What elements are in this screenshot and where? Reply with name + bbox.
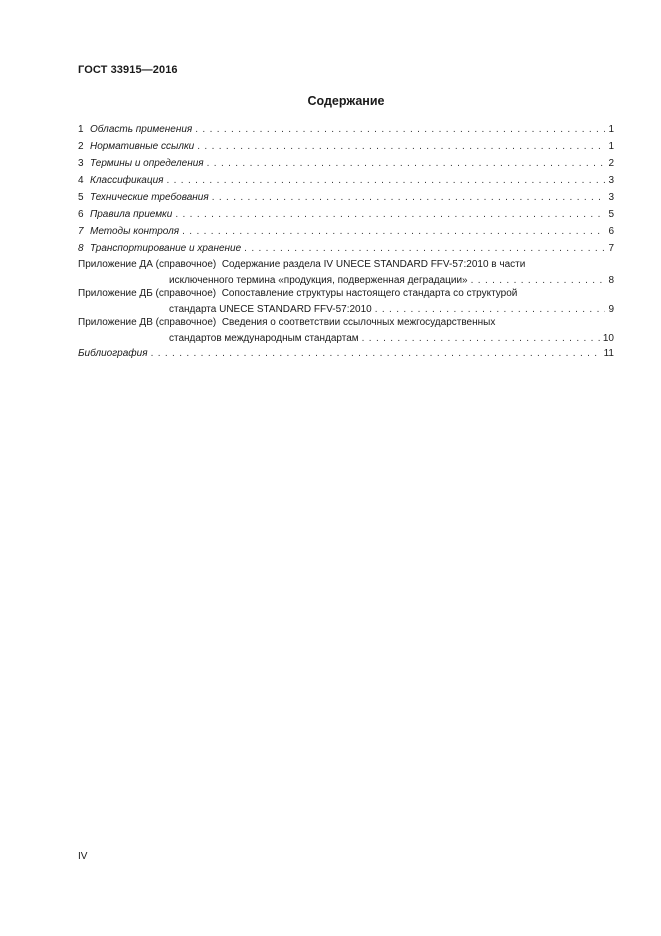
toc-entry[interactable] [78,240,614,257]
toc-entry-page: 7 [608,243,614,254]
toc-entry[interactable] [78,172,614,189]
page-number: IV [78,851,88,862]
toc-entry-number: 5 [78,192,84,203]
annex-first-line [78,287,614,301]
dot-leader [244,240,605,257]
toc-entry-title: Библиография [78,348,148,359]
toc-entry-number: 6 [78,209,84,220]
toc-entry-page: 11 [603,348,614,359]
annex-title-line2: стандарта UNECE STANDARD FFV-57:2010 [169,304,372,315]
dot-leader [182,223,605,240]
annex-second-line [78,301,614,316]
toc-annex-entry[interactable] [78,258,614,287]
dot-leader [207,155,606,172]
toc-entry-page: 3 [608,192,614,203]
annex-title-line2: исключенного термина «продукция, подверженная деградации» [169,275,468,286]
toc-entry[interactable] [78,138,614,155]
toc-entry-page: 8 [608,275,614,286]
toc-entry-number: 3 [78,158,84,169]
annex-first-line [78,258,614,272]
toc-entry-page: 10 [602,333,614,344]
toc-entry-page: 1 [608,141,614,152]
toc-entry-title: Методы контроля [90,226,180,237]
annex-title-line1: Сопоставление структуры настоящего стандарта со структурой [221,288,518,299]
toc-entry-number: 1 [78,124,84,135]
dot-leader [151,345,601,362]
toc-entry-page: 9 [608,304,614,315]
annex-second-line [78,330,614,345]
dot-leader [175,206,605,223]
dot-leader [166,172,605,189]
document-header: ГОСТ 33915—2016 [78,64,178,76]
toc-entry-page: 2 [608,158,614,169]
toc-annex-entry[interactable] [78,316,614,345]
annex-first-line [78,316,614,330]
annex-label: Приложение ДБ (справочное) [78,288,217,299]
annex-title-line1: Сведения о соответствии ссылочных межгосударственных [221,317,496,328]
toc-entry-title: Правила приемки [90,209,173,220]
toc-entry-number: 2 [78,141,84,152]
toc-entry-title: Классификация [90,175,164,186]
toc-title: Содержание [307,94,385,108]
toc-bibliography-entry[interactable] [78,345,614,362]
toc-entry[interactable] [78,206,614,223]
toc-entry-title: Нормативные ссылки [90,141,195,152]
toc-entry-title: Технические требования [90,192,209,203]
toc-entry-number: 7 [78,226,84,237]
table-of-contents [78,121,614,362]
toc-entry-title: Термины и определения [90,158,204,169]
annex-label: Приложение ДВ (справочное) [78,317,217,328]
annex-second-line [78,272,614,287]
toc-entry[interactable] [78,223,614,240]
dot-leader [197,138,605,155]
toc-entry-title: Область применения [90,124,193,135]
toc-entry-number: 4 [78,175,84,186]
toc-entry[interactable] [78,189,614,206]
toc-entry-page: 3 [608,175,614,186]
toc-entry-page: 1 [608,124,614,135]
toc-entry-number: 8 [78,243,84,254]
toc-entry-page: 6 [608,226,614,237]
annex-label: Приложение ДА (справочное) [78,259,217,270]
dot-leader [195,121,605,138]
toc-entry[interactable] [78,121,614,138]
toc-entry-page: 5 [608,209,614,220]
toc-entry-title: Транспортирование и хранение [90,243,242,254]
toc-annex-entry[interactable] [78,287,614,316]
toc-entry[interactable] [78,155,614,172]
annex-title-line1: Содержание раздела IV UNECE STANDARD FFV-57:2010 в части [221,259,526,270]
dot-leader [212,189,606,206]
annex-title-line2: стандартов международным стандартам [169,333,359,344]
